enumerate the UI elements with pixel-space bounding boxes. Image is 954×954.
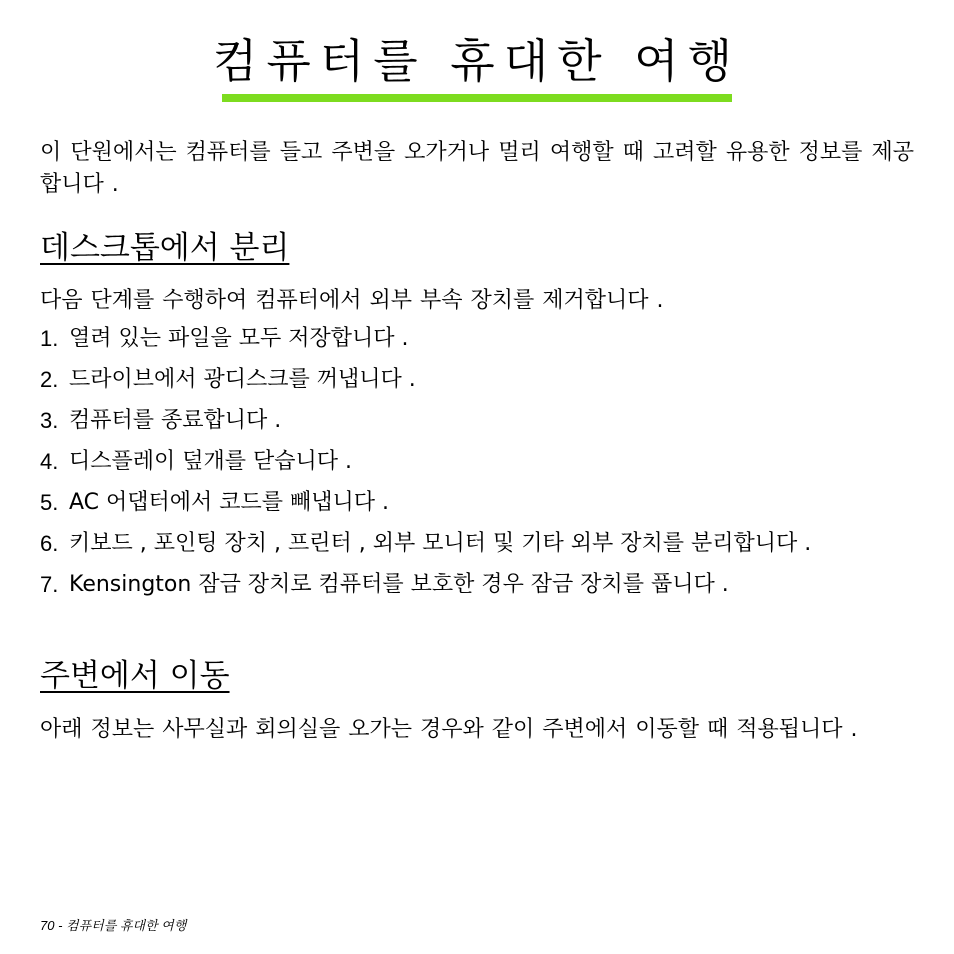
- step-text: Kensington 잠금 장치로 컴퓨터를 보호한 경우 잠금 장치를 풉니다 .: [69, 572, 729, 597]
- step-text: 열려 있는 파일을 모두 저장합니다 .: [69, 326, 409, 351]
- step-text: 컴퓨터를 종료합니다 .: [69, 408, 282, 433]
- step-number: 4.: [40, 449, 59, 474]
- step-number: 5.: [40, 490, 59, 515]
- step-text: 디스플레이 덮개를 닫습니다 .: [69, 449, 352, 474]
- section-heading-desktop: 데스크톱에서 분리: [40, 230, 290, 266]
- footer-separator: -: [54, 918, 67, 933]
- step-number: 1.: [40, 326, 59, 351]
- page-title: 컴퓨터를 휴대한 여행: [212, 34, 742, 88]
- intro-paragraph: 이 단원에서는 컴퓨터를 들고 주변을 오가거나 멀리 여행할 때 고려할 유용한 정보를 제공합니다 .: [40, 140, 914, 197]
- step-item: [40, 323, 914, 355]
- steps-list: [40, 323, 914, 610]
- desktop-intro-paragraph: 다음 단계를 수행하여 컴퓨터에서 외부 부속 장치를 제거합니다 .: [40, 288, 664, 313]
- step-item: [40, 487, 914, 519]
- step-item: [40, 569, 914, 601]
- section-heading-local: 주변에서 이동: [40, 658, 230, 694]
- step-number: 3.: [40, 408, 59, 433]
- step-text: 드라이브에서 광디스크를 꺼냅니다 .: [69, 367, 416, 392]
- step-number: 6.: [40, 531, 59, 556]
- step-text: 키보드 , 포인팅 장치 , 프린터 , 외부 모니터 및 기타 외부 장치를 분리합니다 .: [69, 531, 812, 556]
- step-item: [40, 405, 914, 437]
- step-number: 2.: [40, 367, 59, 392]
- footer-chapter: 컴퓨터를 휴대한 여행: [66, 918, 187, 933]
- step-text: AC 어댑터에서 코드를 빼냅니다 .: [69, 490, 390, 515]
- step-item: [40, 446, 914, 478]
- step-item: [40, 528, 914, 560]
- step-item: [40, 364, 914, 396]
- step-number: 7.: [40, 572, 59, 597]
- page-number: 70: [40, 918, 55, 933]
- title-underline: [222, 94, 732, 102]
- local-paragraph: 아래 정보는 사무실과 회의실을 오가는 경우와 같이 주변에서 이동할 때 적용됩니다 .: [40, 717, 858, 742]
- page-footer: [40, 916, 186, 936]
